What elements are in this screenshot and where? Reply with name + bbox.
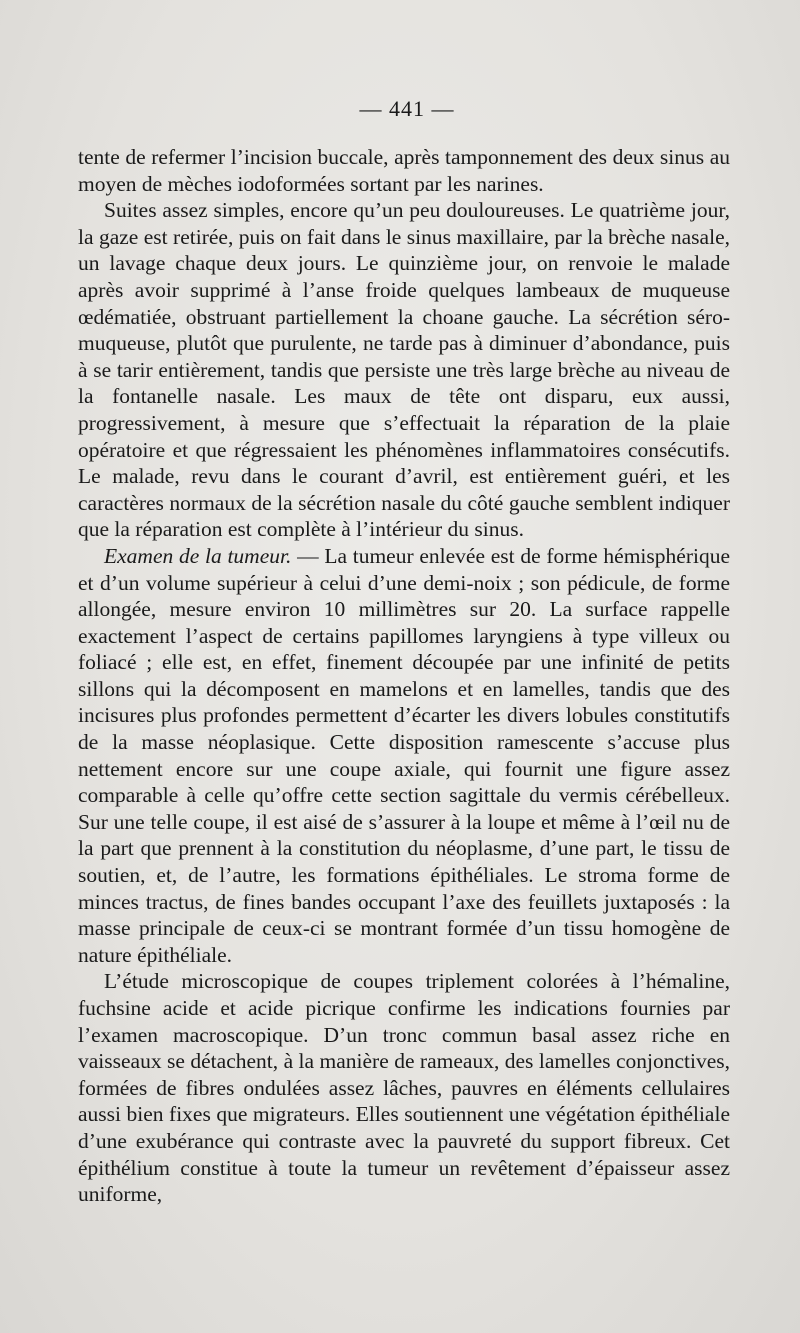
paragraph-3 bbox=[78, 543, 730, 969]
paragraph-2-text: Suites assez simples, encore qu’un peu douloureuses. Le quatrième jour, la gaze est retirée, puis on fait dans le sinus maxillaire, par la brèche nasale, un lavage chaque deux jours. Le quinzième jour, on renvoie le malade après avoir supprimé à l’anse froide quelques lambeaux de muqueuse œdématiée, obstruant partiellement la choane gauche. La sécrétion séro-muqueuse, plutôt que purulente, ne tarde pas à diminuer d’abondance, puis à se tarir entièrement, tandis que persiste une très large brèche au niveau de la fontanelle nasale. Les maux de tête ont disparu, eux aussi, progressivement, à mesure que s’effectuait la réparation de la plaie opératoire et que régressaient les phénomènes inflammatoires consécutifs. Le malade, revu dans le courant d’avril, est entièrement guéri, et les caractères normaux de la sécrétion nasale du côté gauche semblent indiquer que la réparation est complète à l’intérieur du sinus. bbox=[78, 198, 730, 542]
paragraph-1 bbox=[78, 144, 730, 197]
paragraph-4 bbox=[78, 968, 730, 1207]
paragraph-4-text: L’étude microscopique de coupes triplement colorées à l’hémaline, fuchsine acide et acide picrique confirme les indications fournies par l’examen macroscopique. D’un tronc commun basal assez riche en vaisseaux se détachent, à la manière de rameaux, des lamelles conjonctives, formées de fibres ondulées assez lâches, pauvres en éléments cellulaires aussi bien fixes que migrateurs. Elles soutiennent une végétation épithéliale d’une exubérance qui contraste avec la pauvreté du support fibreux. Cet épithélium constitue à toute la tumeur un revêtement d’épaisseur assez uniforme, bbox=[78, 969, 730, 1207]
paragraph-3-text: — La tumeur enlevée est de forme hémisphérique et d’un volume supérieur à celui d’une demi-noix ; son pédicule, de forme allongée, mesure environ 10 millimètres sur 20. La surface rappelle exactement l’aspect de certains papillomes laryngiens à type villeux ou foliacé ; elle est, en effet, finement découpée par une infinité de petits sillons qui la décomposent en mamelons et en lamelles, tandis que des incisures plus profondes permettent d’écarter les divers lobules constitutifs de la masse néoplasique. Cette disposition ramescente s’accuse plus nettement encore sur une coupe axiale, qui fournit une figure assez comparable à celle qu’offre cette section sagittale du vermis cérébelleux. Sur une telle coupe, il est aisé de s’assurer à la loupe et même à l’œil nu de la part que prennent à la constitution du néoplasme, d’une part, le tissu de soutien, et, de l’autre, les formations épithéliales. Le stroma forme de minces tractus, de fines bandes occupant l’axe des feuillets juxtaposés : la masse principale de ceux-ci se montrant formée d’un tissu homogène de nature épithéliale. bbox=[78, 543, 730, 967]
paragraph-1-text: tente de refermer l’incision buccale, après tamponnement des deux sinus au moyen de mèches iodoformées sortant par les narines. bbox=[78, 145, 730, 196]
section-heading-examen: Examen de la tumeur. bbox=[104, 543, 292, 568]
paragraph-2 bbox=[78, 197, 730, 543]
page-number: — 441 — bbox=[359, 96, 455, 121]
